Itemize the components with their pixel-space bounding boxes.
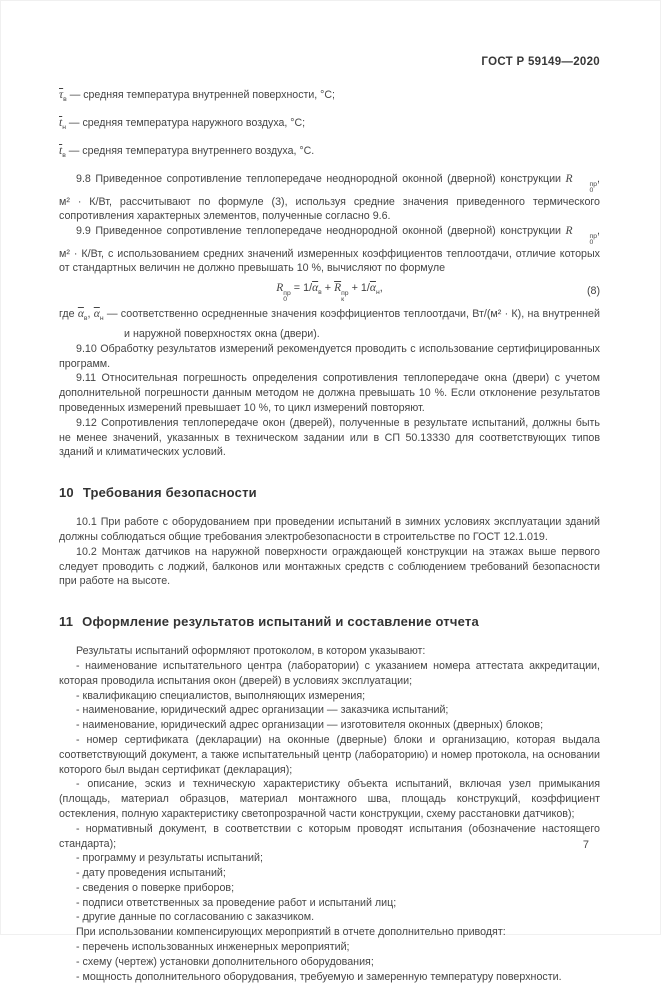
report-list-paragraph: - наименование испытательного центра (лаборатории) с указанием номера аттестата аккредитации, которая проводила испытания окон (дверей) в условиях эксплуатации;: [59, 659, 600, 687]
definition-text: — средняя температура наружного воздуха, °С;: [65, 117, 306, 129]
r0-variable: R: [276, 282, 284, 295]
definition-text: — средняя температура внутреннего воздуха, °С.: [65, 145, 315, 157]
report-list-paragraph: Результаты испытаний оформляют протоколом, в котором указывают:: [76, 645, 426, 658]
page-number: 7: [582, 839, 589, 851]
report-list-paragraph: - другие данные по согласованию с заказчиком.: [76, 911, 315, 924]
r-variable: R: [565, 173, 573, 185]
report-list-paragraph: - мощность дополнительного оборудования, требуемую и замеренную температуру поверхности.: [76, 970, 562, 983]
symbol-definition: $\overline{t}_н$ — средняя температура наружного воздуха, °С;: [59, 117, 306, 131]
tau-symbol: $\overline{\tau}$: [59, 89, 64, 101]
r-subsup: пр 0: [589, 232, 598, 247]
report-list-paragraph: - программу и результаты испытаний;: [76, 852, 263, 865]
page-content: [59, 56, 600, 984]
t-symbol: $\overline{t}$: [59, 117, 63, 129]
report-list-paragraph: - наименование, юридический адрес организации — заказчика испытаний;: [76, 704, 449, 717]
alpha-v-variable: $\overline{\alpha}$: [312, 282, 319, 295]
paragraph-9-12: 9.12 Сопротивления теплопередаче окон (дверей), полученные в результате испытаний, должны быть не менее значений, указанных в техническом задании или в СП 50.13330 для соответствующих типов зданий и климатических условий.: [59, 416, 600, 459]
section-number: 10: [59, 485, 74, 501]
formula-8: [59, 282, 600, 302]
alpha-n-variable: $\overline{\alpha}$: [369, 282, 376, 295]
report-list-paragraph: При использовании компенсирующих мероприятий в отчете дополнительно приводят:: [76, 926, 506, 939]
section-10-heading: [59, 485, 600, 500]
r-subsup: пр 0: [589, 180, 598, 194]
section-11-heading: [59, 614, 600, 629]
formula-number: (8): [586, 285, 600, 298]
section-number: 11: [59, 614, 74, 630]
paragraph-9-11: 9.11 Относительная погрешность определения сопротивления теплопередаче окна (двери) с учетом дополнительной погрешности данным методом не должна превышать 10 %. Если отклонение результатов проведенных измерений превышает 10 %, то цикл измерений повторяют.: [59, 372, 600, 414]
report-list-paragraph: - схему (чертеж) установки дополнительного оборудования;: [76, 955, 374, 968]
alpha-v-variable: $\overline{\alpha}$: [77, 308, 84, 321]
report-list-paragraph: - наименование, юридический адрес организации — изготовителя оконных (дверных) блоков;: [76, 719, 544, 732]
symbol-definition: $\overline{t}_в$ — средняя температура внутреннего воздуха, °С.: [59, 145, 315, 159]
section-title: Требования безопасности: [82, 485, 257, 501]
paragraph-where: где $\overline{\alpha}_в$, $\overline{\alpha}_н$ — соответственно осредненные значения коэффициентов теплоотдачи, Вт/(м² · К), на внутренней и наружной поверхностях окна (двери).: [59, 308, 600, 340]
report-list-paragraph: - описание, эскиз и техническую характеристику объекта испытаний, включая узел примыкания (площадь, материал образцов, материал монтажного шва, площадь конструкций, коэффициент остекления, полную характеристику светопрозрачной части конструкции, схему расстановки датчиков);: [59, 778, 600, 820]
definition-text: — средняя температура внутренней поверхности, °С;: [66, 89, 335, 101]
r-variable: R: [565, 225, 573, 238]
rk-variable: $\overline{R}$: [334, 282, 342, 295]
section-11-body: [59, 644, 600, 984]
report-list-paragraph: - квалификацию специалистов, выполняющих измерения;: [76, 689, 366, 702]
paragraph-9-9: 9.9 Приведенное сопротивление теплопередаче неоднородной оконной (дверной) конструкции R пр 0 , м² · К/Вт, с использованием средних значений измеренных коэффициентов теплоотдачи, отличие которых от стандартных величин не должно превышать 10 %, вычисляют по формуле: [59, 225, 600, 275]
t-symbol: $\overline{t}$: [59, 145, 63, 157]
paragraph-9-10: 9.10 Обработку результатов измерений рекомендуется проводить с использование сертифицированных программ.: [59, 342, 600, 370]
paragraph-9-8: 9.8 Приведенное сопротивление теплопередаче неоднородной оконной (дверной) конструкции R пр 0 , м² · К/Вт, рассчитывают по формуле (3), используя средние значения приведенного термического сопротивления характерных элементов, полученные согласно 9.6.: [59, 173, 600, 223]
report-list-paragraph: - дату проведения испытаний;: [76, 867, 226, 880]
report-list-paragraph: - подписи ответственных за проведение работ и испытаний лиц;: [76, 896, 397, 909]
report-list-paragraph: - перечень использованных инженерных мероприятий;: [76, 941, 350, 954]
report-list-paragraph: - нормативный документ, в соответствии с которым проводят испытания (обозначение настоящего стандарта);: [59, 822, 600, 850]
paragraph-10-1: 10.1 При работе с оборудованием при проведении испытаний в зимних условиях эксплуатации зданий должны соблюдаться общие требования электробезопасности в строительстве по ГОСТ 12.1.019.: [59, 516, 600, 543]
report-list-paragraph: - сведения о поверке приборов;: [76, 881, 235, 894]
formula-expression: R пр 0 = $1/\overline{\alpha}_в + \overline{R}$ пр к + $1/\overline{\alpha}_н$,: [276, 282, 383, 304]
alpha-n-variable: $\overline{\alpha}$: [93, 308, 100, 321]
standard-number-header: ГОСТ Р 59149—2020: [481, 56, 600, 68]
section-title: Оформление результатов испытаний и составление отчета: [82, 614, 479, 630]
report-list-paragraph: - номер сертификата (декларации) на оконные (дверные) блоки и организацию, которая выдала соответствующий документ, а также испытательный центр (лабораторию) и номер протокола, на основании которого был выдан сертификат (декларация);: [59, 733, 600, 776]
paragraph-10-2: 10.2 Монтаж датчиков на наружной поверхности ограждающей конструкции на этажах выше первого следует проводить с лоджий, балконов или монтажных средств с соблюдением требований безопасности при работе на высоте.: [59, 545, 600, 588]
symbol-definition: $\overline{\tau}_в$ — средняя температура внутренней поверхности, °С;: [59, 89, 335, 103]
